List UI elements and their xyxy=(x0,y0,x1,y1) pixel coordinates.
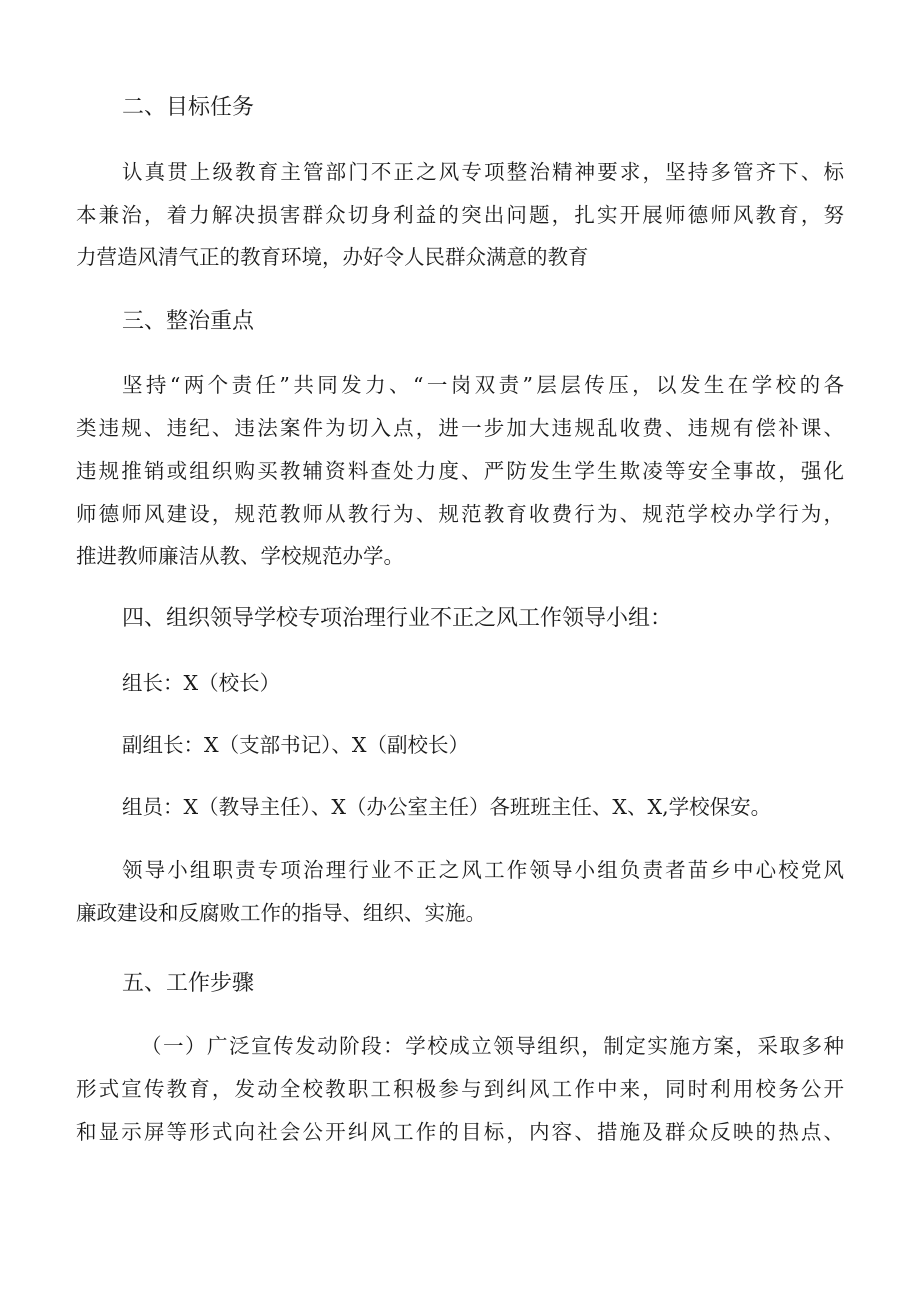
paragraph-line: 推进教师廉洁从教、学校规范办学。 xyxy=(76,544,404,568)
paragraph-line: 认真贯上级教育主管部门不正之风专项整治精神要求，坚持多管齐下、标 xyxy=(122,160,844,184)
section-heading-steps: 五、工作步骤 xyxy=(122,971,255,996)
section-heading-focus: 三、整治重点 xyxy=(122,309,255,334)
paragraph-line: 违规推销或组织购买教辅资料查处力度、严防发生学生欺凌等安全事故，强化 xyxy=(76,459,844,483)
paragraph-line: 领导小组职责专项治理行业不正之风工作领导小组负责者苗乡中心校党风 xyxy=(122,858,844,882)
members-line: 组员：X（教导主任）、X（办公室主任）各班班主任、X、X,学校保安。 xyxy=(122,795,772,819)
paragraph-line: 廉政建设和反腐败工作的指导、组织、实施。 xyxy=(76,901,486,925)
section-heading-leadership: 四、组织领导学校专项治理行业不正之风工作领导小组： xyxy=(122,606,673,631)
paragraph-line: 坚持“两个责任”共同发力、“一岗双责”层层传压，以发生在学校的各 xyxy=(122,373,844,397)
paragraph-line: 力营造风清气正的教育环境，办好令人民群众满意的教育 xyxy=(76,245,589,269)
deputy-leader-line: 副组长：X（支部书记）、X（副校长） xyxy=(122,733,469,757)
paragraph-line: （一）广泛宣传发动阶段：学校成立领导组织，制定实施方案，采取多种 xyxy=(141,1034,844,1058)
paragraph-line: 师德师风建设，规范教师从教行为、规范教育收费行为、规范学校办学行为， xyxy=(76,502,844,526)
section-heading-goals: 二、目标任务 xyxy=(122,95,255,120)
paragraph-line: 本兼治，着力解决损害群众切身利益的突出问题，扎实开展师德师风教育，努 xyxy=(76,203,844,227)
paragraph-line: 形式宣传教育，发动全校教职工积极参与到纠风工作中来，同时利用校务公开 xyxy=(76,1077,844,1101)
group-leader-line: 组长：X（校长） xyxy=(122,671,281,695)
paragraph-line: 类违规、违纪、违法案件为切入点，进一步加大违规乱收费、违规有偿补课、 xyxy=(76,416,844,440)
paragraph-line: 和显示屏等形式向社会公开纠风工作的目标，内容、措施及群众反映的热点、 xyxy=(76,1120,844,1144)
